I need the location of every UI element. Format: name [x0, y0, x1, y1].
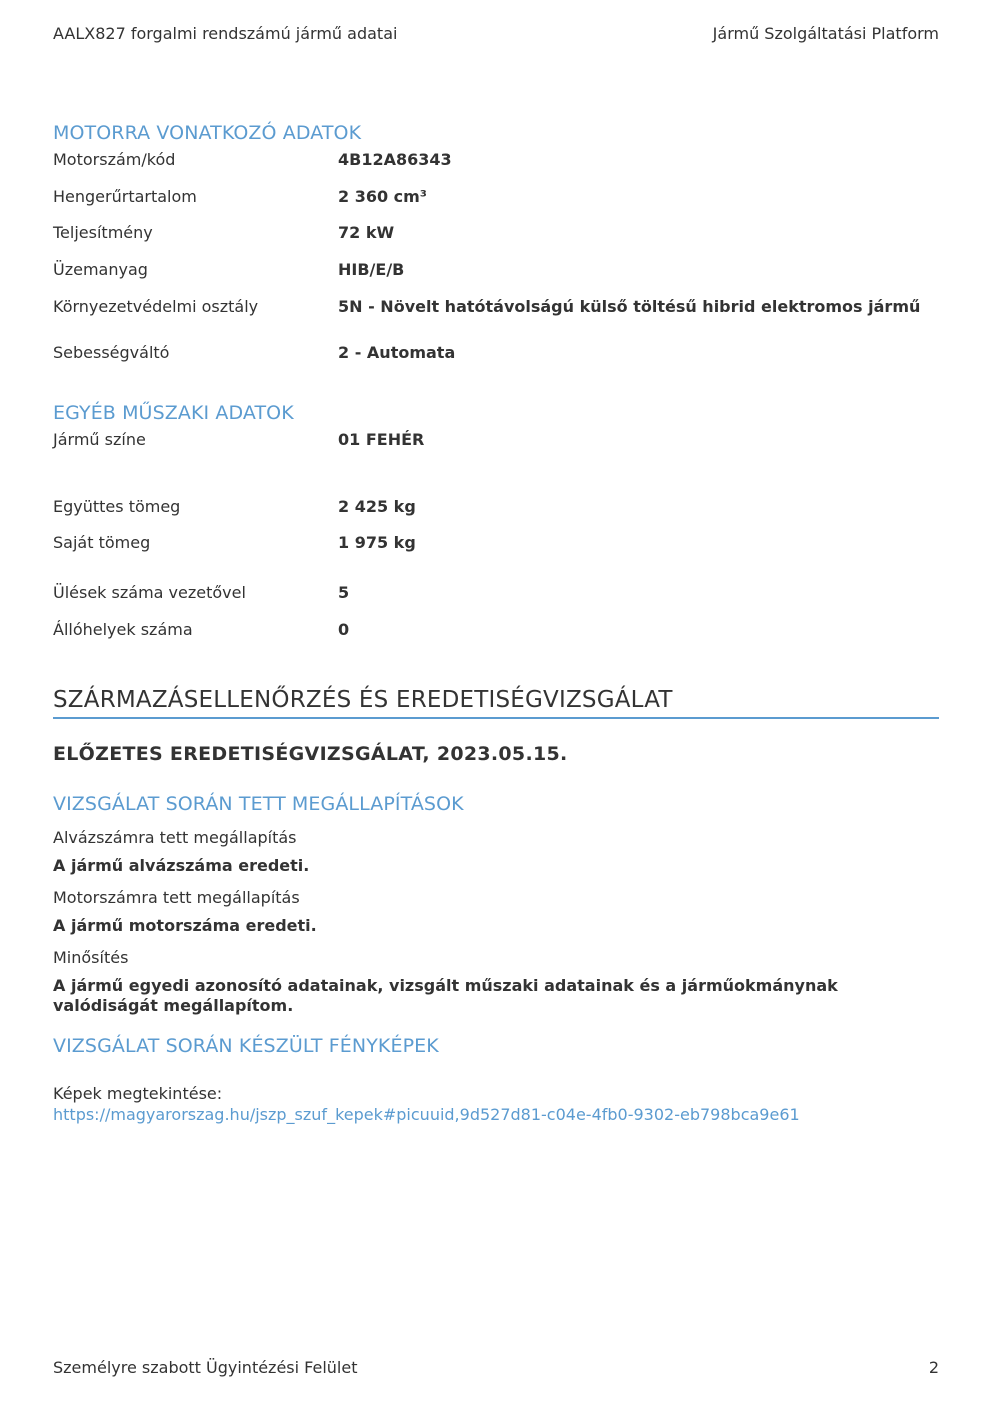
environmental-class-label: Környezetvédelmi osztály: [53, 297, 259, 316]
curb-weight-value: 1 975 kg: [338, 533, 416, 552]
document-header-title: AALX827 forgalmi rendszámú jármű adatai: [53, 24, 398, 43]
engine-finding-label: Motorszámra tett megállapítás: [53, 888, 300, 907]
inspection-title: ELŐZETES EREDETISÉGVIZSGÁLAT, 2023.05.15.: [53, 743, 568, 765]
gross-weight-label: Együttes tömeg: [53, 497, 181, 516]
gearbox-label: Sebességváltó: [53, 343, 170, 362]
power-value: 72 kW: [338, 223, 395, 242]
page-number: 2: [928, 1358, 939, 1377]
displacement-label: Hengerűrtartalom: [53, 187, 197, 206]
other-data-section-title: EGYÉB MŰSZAKI ADATOK: [53, 402, 294, 424]
photos-link[interactable]: https://magyarorszag.hu/jszp_szuf_kepek#picuuid,9d527d81-c04e-4fb0-9302-eb798bca9e61: [53, 1105, 800, 1124]
engine-section-title: MOTORRA VONATKOZÓ ADATOK: [53, 122, 362, 144]
footer-text: Személyre szabott Ügyintézési Felület: [53, 1358, 358, 1377]
power-label: Teljesítmény: [53, 223, 153, 242]
seats-value: 5: [338, 583, 350, 602]
platform-name: Jármű Szolgáltatási Platform: [712, 24, 939, 43]
chassis-finding-value: A jármű alvázszáma eredeti.: [53, 856, 310, 875]
color-label: Jármű színe: [53, 430, 146, 449]
standing-places-label: Állóhelyek száma: [53, 620, 193, 639]
fuel-label: Üzemanyag: [53, 260, 148, 279]
seats-label: Ülések száma vezetővel: [53, 583, 246, 602]
engine-finding-value: A jármű motorszáma eredeti.: [53, 916, 317, 935]
chassis-finding-label: Alvázszámra tett megállapítás: [53, 828, 297, 847]
curb-weight-label: Saját tömeg: [53, 533, 151, 552]
rating-label: Minősítés: [53, 948, 129, 967]
gearbox-value: 2 - Automata: [338, 343, 456, 362]
engine-number-value: 4B12A86343: [338, 150, 452, 169]
section-divider: [53, 717, 939, 719]
fuel-value: HIB/E/B: [338, 260, 405, 279]
origin-check-title: SZÁRMAZÁSELLENŐRZÉS ÉS EREDETISÉGVIZSGÁLAT: [53, 687, 673, 713]
environmental-class-value: 5N - Növelt hatótávolságú külső töltésű hibrid elektromos jármű: [338, 297, 921, 316]
rating-value: A jármű egyedi azonosító adatainak, vizsgált műszaki adatainak és a járműokmánynak valódiságát megállapítom.: [53, 976, 838, 1015]
displacement-value: 2 360 cm³: [338, 187, 427, 206]
findings-section-title: VIZSGÁLAT SORÁN TETT MEGÁLLAPÍTÁSOK: [53, 793, 464, 815]
gross-weight-value: 2 425 kg: [338, 497, 416, 516]
color-value: 01 FEHÉR: [338, 430, 425, 449]
photos-label: Képek megtekintése:: [53, 1084, 223, 1103]
engine-number-label: Motorszám/kód: [53, 150, 176, 169]
standing-places-value: 0: [338, 620, 350, 639]
photos-section-title: VIZSGÁLAT SORÁN KÉSZÜLT FÉNYKÉPEK: [53, 1035, 439, 1057]
